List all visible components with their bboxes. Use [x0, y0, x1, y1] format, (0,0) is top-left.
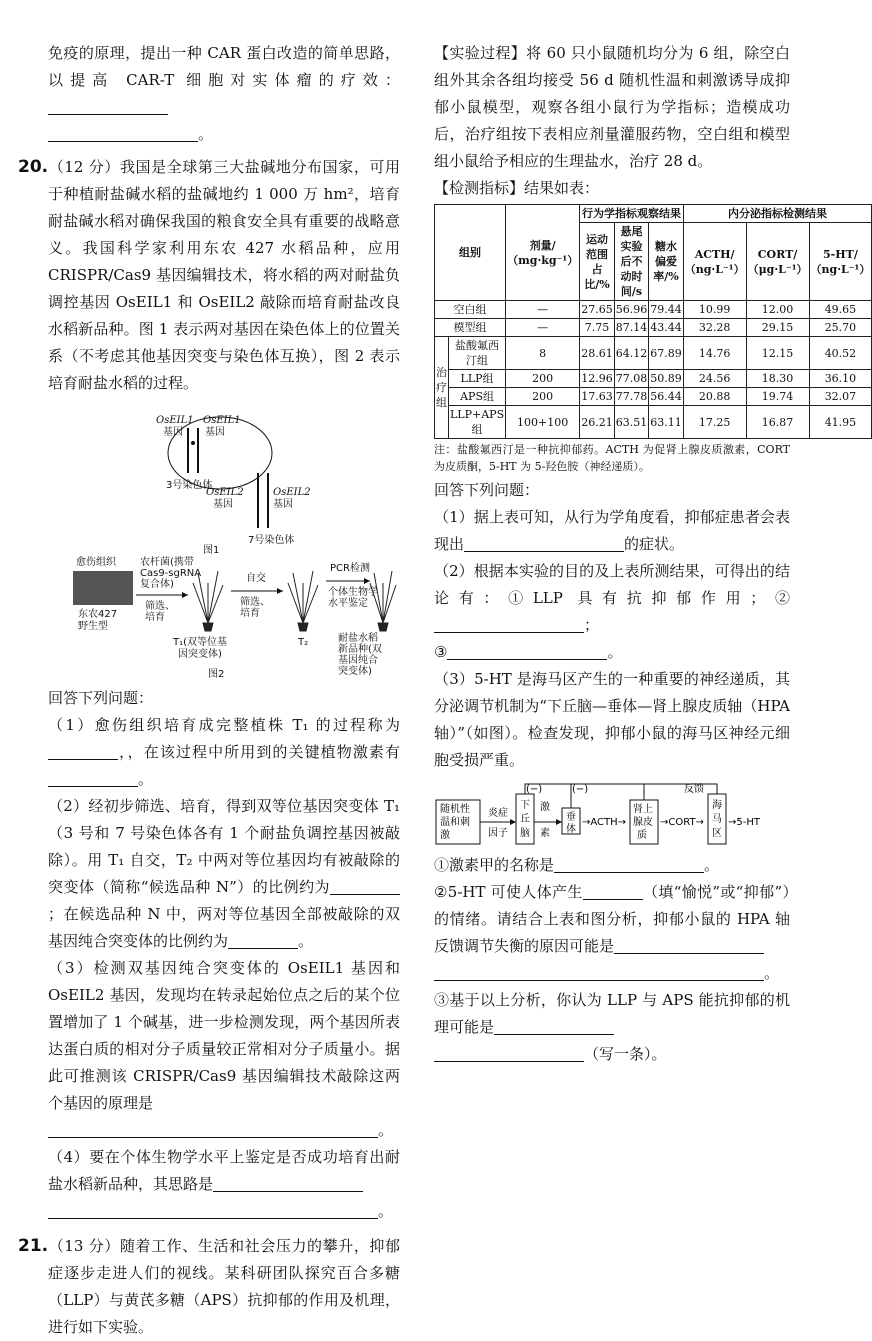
- svg-text:野生型: 野生型: [78, 621, 108, 632]
- answer-blank[interactable]: [554, 854, 704, 873]
- behavior-header: 行为学指标观察结果: [580, 205, 684, 223]
- breeding-process-diagram: [48, 553, 400, 681]
- svg-text:水平鉴定: 水平鉴定: [328, 598, 368, 609]
- gene-label: OsEIL1: [203, 415, 241, 426]
- answer-blank[interactable]: [48, 768, 138, 787]
- figure-2: [48, 553, 400, 681]
- table-row: 空白组 — 27.65 56.96 79.44 10.99 12.00 49.65: [435, 301, 872, 319]
- answer-blank[interactable]: [494, 1016, 614, 1035]
- answer-blank[interactable]: [48, 123, 198, 142]
- hpa-axis-diagram: [434, 778, 790, 848]
- svg-text:自交: 自交: [246, 573, 266, 584]
- chromosome-diagram: [48, 403, 400, 556]
- answer-blank[interactable]: [614, 935, 764, 954]
- svg-text:复合体): 复合体): [140, 579, 174, 590]
- question-number: 21.: [18, 1236, 49, 1256]
- left-column: 免疫的原理，提出一种 CAR 蛋白改造的简单思路，以提高 CAR-T 细胞对实体瘤的疗效： 。 20.（12 分）我国是全球第三大盐碱地分布国家，可用于种植耐盐碱水稻的盐碱地约 1 000 万 hm²，培育耐盐碱水稻对确保我国的粮食安全具有重要的战略意义。我国科学家利用东农 427 水稻品种，应用 CRISPR/Cas9 基因编辑技术，将水稻的两对耐盐负调控基因 OsEIL1 和 OsEIL2 敲除而培育耐盐改良水稻新品种。图 1 表示两对基因在染色体上的位置关系（不考虑其他基因突变与染色体互换），图 2 表示培育耐盐水稻的过程。 OsEIL1 OsEIL1 基因 基因 3号染色体 OsEIL2 OsEIL2 基因 基因 7号染色体 图1 愈伤组织 东农427 野生型 农杆菌(携带 Cas9-sgRNA 复合体) 筛选、 培育 T₁(双等位基 因突变体) 自交 筛选、 培育 T₂ PCR检测 个体生物学 水平鉴定 耐盐水稻 新品种(双 基因纯合 突变体) 图2 回答下列问题： （1）愈伤组织培育成完整植株 T₁ 的过程称为，，在该过程中所用到的关键植物激素有。 （2）经初步筛选、培育，得到双等位基因突变体 T₁（3 号和 7 号染色体各有 1 个耐盐负调控基因被敲除）。用 T₁ 自交，T₂ 中两对等位基因均有被敲除的突变体（简称“候选品种 N”）的比例约为；在候选品种 N 中，两对等位基因全部被敲除的双基因纯合突变体的比例约为 。 （3）检测双基因纯合突变体的 OsEIL1 基因和OsEIL2 基因，发现均在转录起始位点之后的某个位置增加了 1 个碱基，进一步检测发现，两个基因所表达蛋白质的相对分子质量较正常相对分子质量小。据此可推测该 CRISPR/Cas9 基因编辑技术敲除这两个基因的原理是 。 （4）要在个体生物学水平上鉴定是否成功培育出耐盐水稻新品种，其思路是 。 21.（13 分）随着工作、生活和社会压力的攀升，抑郁症逐步走进人们的视线。某科研团队探究百合多糖（LLP）与黄芪多糖（APS）抗抑郁的作用及机理，进行如下实验。: [48, 40, 400, 1341]
- svg-text:愈伤组织: 愈伤组织: [76, 557, 116, 568]
- svg-text:东农427: 东农427: [78, 609, 118, 620]
- svg-text:→5-HT: →5-HT: [728, 817, 760, 828]
- svg-text:炎症: 炎症: [488, 808, 508, 819]
- svg-text:基因: 基因: [213, 499, 233, 510]
- answer-blank[interactable]: [447, 641, 607, 660]
- detection-index: 【检测指标】结果如表：: [434, 179, 600, 197]
- svg-text:OsEIL2: OsEIL2: [273, 487, 311, 498]
- answer-blank[interactable]: [330, 876, 400, 895]
- table-note: 注：盐酸氟西汀是一种抗抑郁药。ACTH 为促肾上腺皮质激素，CORT 为皮质酮，5-HT 为 5-羟色胺（神经递质）。: [434, 443, 790, 473]
- question-20-intro: （12 分）我国是全球第三大盐碱地分布国家，可用于种植耐盐碱水稻的盐碱地约 1 000 万 hm²，培育耐盐碱水稻对确保我国的粮食安全具有重要的战略意义。我国科学家利用东农 427 水稻品种，应用 CRISPR/Cas9 基因编辑技术，将水稻的两对耐盐负调控基因 OsEIL1 和 OsEIL2 敲除而培育耐盐改良水稻新品种。图 1 表示两对基因在染色体上的位置关系（不考虑其他基因突变与染色体互换），图 2 表示培育耐盐水稻的过程。: [48, 158, 400, 392]
- answer-blank[interactable]: [48, 96, 168, 115]
- answer-blank[interactable]: [434, 614, 584, 633]
- table-row: LLP+APS组 100+100 26.21 63.51 63.11 17.25 16.87 41.95: [435, 406, 872, 439]
- svg-text:脑: 脑: [520, 828, 530, 839]
- svg-text:(−): (−): [572, 784, 589, 795]
- svg-text:农杆菌(携带: 农杆菌(携带: [140, 557, 194, 568]
- svg-text:体: 体: [566, 824, 576, 835]
- answer-blank[interactable]: [434, 962, 764, 981]
- question-20: [18, 154, 400, 397]
- svg-text:新品种(双: 新品种(双: [338, 644, 382, 655]
- svg-text:海: 海: [712, 800, 722, 811]
- answer-blank[interactable]: [464, 533, 624, 552]
- svg-text:OsEIL2: OsEIL2: [206, 487, 244, 498]
- chromosome-3-label: 3号染色体: [166, 480, 213, 491]
- answer-blank[interactable]: [48, 1119, 378, 1138]
- answer-blank[interactable]: [583, 881, 643, 900]
- gene-label: OsEIL1: [156, 415, 194, 426]
- table-row: LLP组 200 12.96 77.08 50.89 24.56 18.30 36.10: [435, 370, 872, 388]
- svg-text:素: 素: [540, 828, 550, 839]
- callus-photo: [73, 571, 133, 605]
- chromosome-7-label: 7号染色体: [248, 535, 295, 546]
- table-row: 模型组 — 7.75 87.14 43.44 32.28 29.15 25.70: [435, 319, 872, 337]
- svg-text:基因: 基因: [163, 427, 183, 438]
- svg-text:基因: 基因: [205, 427, 225, 438]
- rice-plant-t2: [288, 571, 318, 631]
- figure-1: [48, 403, 400, 556]
- svg-text:筛选、: 筛选、: [145, 601, 175, 612]
- table-row: APS组 200 17.63 77.78 56.44 20.88 19.74 32.07: [435, 388, 872, 406]
- answer-blank[interactable]: [213, 1173, 363, 1192]
- question-21-intro: （13 分）随着工作、生活和社会压力的攀升，抑郁症逐步走进人们的视线。某科研团队探究百合多糖（LLP）与黄芪多糖（APS）抗抑郁的作用及机理，进行如下实验。: [48, 1237, 400, 1336]
- svg-text:因子: 因子: [488, 828, 508, 839]
- svg-text:T₁(双等位基: T₁(双等位基: [173, 637, 228, 648]
- svg-text:丘: 丘: [520, 814, 530, 825]
- dose-header: 剂量/（mg·kg⁻¹）: [506, 205, 580, 301]
- svg-text:激: 激: [540, 802, 550, 813]
- svg-text:质: 质: [637, 830, 647, 841]
- svg-text:耐盐水稻: 耐盐水稻: [338, 633, 378, 644]
- question-number: 20.: [18, 157, 49, 177]
- svg-text:腺皮: 腺皮: [633, 817, 653, 828]
- svg-text:反馈: 反馈: [684, 784, 704, 795]
- treatment-group-label: 治疗组: [435, 337, 449, 439]
- svg-text:肾上: 肾上: [633, 804, 653, 815]
- svg-text:培育: 培育: [145, 612, 165, 623]
- endocrine-header: 内分泌指标检测结果: [683, 205, 872, 223]
- svg-text:因突变体): 因突变体): [178, 649, 222, 660]
- group-header: 组别: [435, 205, 506, 301]
- rice-plant-new: [370, 571, 396, 631]
- answer-blank[interactable]: [48, 741, 118, 760]
- answer-blank[interactable]: [434, 1043, 584, 1062]
- svg-text:培育: 培育: [240, 608, 260, 619]
- experiment-process: 【实验过程】将 60 只小鼠随机均分为 6 组，除空白组外其余各组均接受 56 d 随机性温和刺激诱导成抑郁小鼠模型，观察各组小鼠行为学指标；造模成功后，治疗组按下表相应剂量灌服药物，空白组和模型组小鼠给予相应的生理盐水，治疗 28 d。: [434, 44, 790, 170]
- svg-text:基因纯合: 基因纯合: [338, 655, 378, 666]
- answer-prompt: 回答下列问题：: [48, 689, 154, 707]
- svg-text:筛选、: 筛选、: [240, 597, 270, 608]
- table-row: 治疗组 盐酸氟西汀组 8 28.61 64.12 67.89 14.76 12.15 40.52: [435, 337, 872, 370]
- svg-text:(−): (−): [526, 784, 543, 795]
- svg-text:随机性: 随机性: [440, 804, 470, 815]
- rice-plant-t1: [193, 571, 223, 631]
- svg-text:Cas9-sgRNA: Cas9-sgRNA: [140, 568, 202, 579]
- svg-text:→CORT→: →CORT→: [660, 817, 704, 828]
- answer-blank[interactable]: [228, 930, 298, 949]
- answer-prompt: 回答下列问题：: [434, 481, 540, 499]
- answer-blank[interactable]: [48, 1200, 378, 1219]
- svg-text:温和刺: 温和刺: [440, 817, 470, 828]
- results-table: 组别 剂量/（mg·kg⁻¹） 行为学指标观察结果 内分泌指标检测结果 运动范围占比/% 悬尾实验后不动时间/s 糖水偏爱率/% ACTH/（ng·L⁻¹） CORT/（μg·L⁻¹） 5-HT/（ng·L⁻¹） 空白组 — 27.65 56.96 79.44 10.99 12.00 49.65 模型组 — 7.75 87.14 43.44 32.28 29.15 25.70 治疗组 盐酸氟西汀组 8 28.61 64.12 67.89 14.76 12.15 40.52 LLP组 200 12.96 77.08 50.89 24.56 18.30 36.10 APS组 200 17.63 77.78 56.44 20.88 19.74 32.07 LLP+APS组 100+100 26.21 63.51 63.11 17.25 16.87 41.95: [434, 204, 872, 439]
- svg-text:区: 区: [712, 828, 722, 839]
- question-21: [18, 1233, 400, 1341]
- svg-text:激: 激: [440, 830, 450, 841]
- svg-text:T₂: T₂: [298, 637, 309, 648]
- svg-text:→ACTH→: →ACTH→: [582, 817, 627, 828]
- carry-over-paragraph: 免疫的原理，提出一种 CAR 蛋白改造的简单思路，以提高 CAR-T 细胞对实体瘤的疗效：: [48, 40, 400, 121]
- svg-text:个体生物学: 个体生物学: [328, 587, 378, 598]
- svg-text:马: 马: [712, 814, 722, 825]
- svg-text:垂: 垂: [566, 812, 576, 823]
- svg-text:基因: 基因: [273, 499, 293, 510]
- svg-text:下: 下: [520, 800, 530, 811]
- figure-caption: 图1: [203, 545, 220, 556]
- right-column: 【实验过程】将 60 只小鼠随机均分为 6 组，除空白组外其余各组均接受 56 d 随机性温和刺激诱导成抑郁小鼠模型，观察各组小鼠行为学指标；造模成功后，治疗组按下表相应剂量灌服药物，空白组和模型组小鼠给予相应的生理盐水，治疗 28 d。 【检测指标】结果如表： 组别 剂量/（mg·kg⁻¹） 行为学指标观察结果 内分泌指标检测结果 运动范围占比/% 悬尾实验后不动时间/s 糖水偏爱率/% ACTH/（ng·L⁻¹） CORT/（μg·L⁻¹） 5-HT/（ng·L⁻¹） 空白组 — 27.65 56.96 79.44 10.99 12.00 49.65 模型组 — 7.75 87.14 43.44 32.28 29.15 25.70 治疗组 盐酸氟西汀组 8 28.61 64.12 67.89 14.76 12.15 40.52 LLP组 200 12.96 77.08 50.89 24.56 18.30 36.10 APS组 200 17.63 77.78 56.44 20.88 19.74 32.07 LLP+APS组 100+100 26.21 63.51 63.11 17.25 16.87 41.95 注：盐酸氟西汀是一种抗抑郁药。ACTH 为促肾上腺皮质激素，CORT 为皮质酮，5-HT 为 5-羟色胺（神经递质）。 回答下列问题： （1）据上表可知，从行为学角度看，抑郁症患者会表现出 的症状。 （2）根据本实验的目的及上表所测结果，可得出的结论有：①LLP 具有抗抑郁作用；②； ③ 。 （3）5-HT 是海马区产生的一种重要的神经递质，其分泌调节机制为“下丘脑—垂体—肾上腺皮质轴（HPA 轴）”（如图）。检查发现，抑郁小鼠的海马区神经元细胞受损严重。 随机性 温和刺 激 炎症 因子 下 丘 脑 激 素 垂 体 →ACTH→ 肾上 腺皮 质 →CORT→ 海 马 区 →5-HT (−) (−) 反馈 ①激素甲的名称是 。 ②5-HT 可使人体产生 （填“愉悦”或“抑郁”）的情绪。请结合上表和图分析，抑郁小鼠的 HPA 轴反馈调节失衡的原因可能是 。 ③基于以上分析，你认为 LLP 与 APS 能抗抑郁的机理可能是 （写一条）。: [434, 40, 790, 1068]
- svg-text:突变体): 突变体): [338, 666, 372, 677]
- svg-text:PCR检测: PCR检测: [330, 563, 370, 574]
- figure-caption: 图2: [208, 669, 225, 680]
